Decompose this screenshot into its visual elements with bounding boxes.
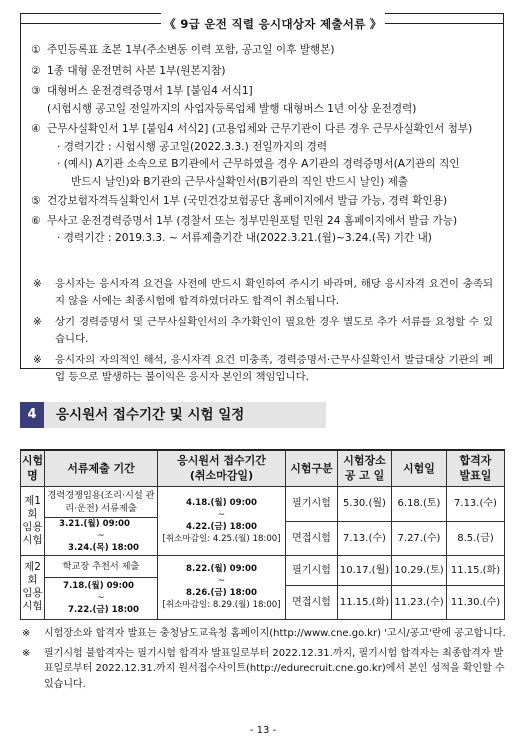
exam-date: 6.18.(토) (392, 486, 447, 521)
document-item (31, 83, 497, 101)
schedule-table (20, 449, 505, 620)
item-number: ① (31, 44, 41, 56)
document-item (31, 213, 497, 231)
item-detail: (시험시행 공고일 전일까지의 사업자등록업체 발행 대형버스 1년 이상 운전경력) (47, 102, 417, 115)
doc-end: 3.24.(목) 18:00 (68, 543, 139, 553)
item-number: ④ (31, 123, 41, 135)
note-mark: ※ (33, 278, 42, 290)
item-number: ② (31, 64, 41, 77)
item-detail: · (예시) A기관 소속으로 B기관에서 근무하였을 경우 A기관의 경력증명서(A기관의 직인 (57, 158, 460, 170)
note-text: 응시자의 자의적인 해석, 응시자격 요건 미충족, 경력증명서·근무사실확인서 발급대상 기관의 폐업 등으로 발생하는 불이익은 응시자 본인의 책임입니다. (55, 354, 493, 383)
apply-cancel-deadline: [취소마감일: 8.29.(월) 18:00] (162, 600, 281, 610)
item-detail: · 경력기간 : 시험시행 공고일(2022.3.3.) 전일까지의 경력 (57, 140, 328, 153)
note (33, 276, 493, 310)
note-text: 상기 경력증명서 및 근무사실확인서의 추가확인이 필요한 경우 별도로 추가 서류를 요청할 수 있습니다. (55, 316, 493, 345)
note-text: 응시자는 응시자격 요건을 사전에 반드시 확인하여 주시기 바라며, 해당 응시자격 요건이 충족되지 않을 시에는 최종시험에 합격하였더라도 합격이 취소됩니다. (55, 278, 493, 307)
item-number: ⑤ (31, 195, 41, 207)
title-divider-right (385, 23, 503, 24)
section-heading (20, 402, 504, 428)
header-place (338, 450, 392, 486)
exam-type: 면접시험 (286, 521, 338, 555)
place-announce-date: 11.15.(화) (338, 585, 392, 619)
section-title: 응시원서 접수기간 및 시험 일정 (44, 402, 326, 428)
documents-title: 《 9급 운전 직렬 응시대상자 제출서류 》 (161, 13, 385, 35)
header-result-line2: 발표일 (459, 469, 492, 483)
document-item (31, 121, 497, 139)
item-text: 건강보험자격득실확인서 1부 (국민건강보험공단 홈페이지에서 발급 가능, 경력 확인용) (47, 195, 448, 207)
documents-notes (33, 276, 493, 390)
footnote-mark: ※ (22, 628, 31, 639)
table-header-row (21, 450, 505, 486)
header-result-line1: 합격자 (459, 454, 492, 468)
doc-period (45, 517, 158, 555)
document-item (31, 42, 497, 60)
schedule-footnotes (22, 626, 506, 696)
footnote-mark: ※ (22, 647, 31, 659)
exam-type: 필기시험 (286, 486, 338, 521)
round-name: 제2회 임용 시험 (21, 555, 45, 619)
apply-end: 8.26.(금) 18:00 (186, 588, 257, 598)
title-divider-left (21, 23, 161, 24)
header-apply-line2: (취소마감일) (189, 469, 254, 483)
place-announce-date: 7.13.(수) (338, 521, 392, 555)
table-row (21, 486, 505, 517)
apply-cancel-deadline: [취소마감일: 4.25.(월) 18:00] (162, 533, 281, 544)
place-announce-date: 5.30.(월) (338, 486, 392, 521)
note-mark: ※ (33, 316, 42, 328)
document-item (31, 63, 497, 81)
item-detail: · 경력기간 : 2019.3.3. ~ 서류제출기간 내(2022.3.21.(월)~3.24.(목) 기간 내) (57, 232, 432, 244)
header-result (447, 450, 505, 486)
apply-start: 8.22.(월) 09:00 (186, 564, 257, 574)
apply-period (158, 486, 286, 555)
item-text: 무사고 운전경력증명서 1부 (경찰서 또는 정부민원포털 민원 24 홈페이지에서 발급 가능) (47, 214, 458, 227)
footnote-text: 시험장소와 합격자 발표는 충청남도교육청 홈페이지(http://www.cne.go.kr) '고시/공고'란에 공고합니다. (44, 628, 506, 639)
apply-tilde: ~ (217, 509, 226, 520)
doc-description: 경력경쟁임용(조리·시설 관리·운전) 서류제출 (45, 486, 158, 517)
exam-date: 11.23.(수) (392, 585, 447, 619)
apply-end: 4.22.(금) 18:00 (186, 521, 257, 532)
footnote (22, 646, 506, 693)
apply-tilde: ~ (217, 576, 226, 586)
result-date: 11.30.(수) (447, 585, 505, 619)
table-row (21, 555, 505, 577)
header-type: 시험구분 (286, 450, 338, 486)
doc-end: 7.22.(금) 18:00 (68, 605, 139, 615)
header-exam-date: 시험일 (392, 450, 447, 486)
apply-period (158, 555, 286, 619)
header-apply-line1: 응시원서 접수기간 (177, 454, 266, 468)
header-round: 시험명 (21, 450, 45, 486)
exam-date: 10.29.(토) (392, 555, 447, 585)
result-date: 11.15.(화) (447, 555, 505, 585)
doc-period (45, 577, 158, 619)
item-number: ③ (31, 85, 41, 97)
item-detail: 반드시 날인)와 B기관의 근무사실확인서(B기관의 직인 반드시 날인) 제출 (71, 175, 409, 188)
footnote-text: 필기시험 불합격자는 필기시험 합격자 발표일로부터 2022.12.31.까지, 필기시험 합격자는 최종합격자 발표일로부터 2022.12.31.까지 원서접수사이트(http://edurecruit.cne.go.kr)에서 본인 성적을 확인할 수 있습니다. (44, 647, 505, 690)
result-date: 7.13.(수) (447, 486, 505, 521)
documents-list (31, 42, 497, 248)
note (33, 352, 493, 386)
footnote (22, 626, 506, 642)
page-number: - 13 - (249, 725, 277, 736)
item-text: 근무사실확인서 1부 [붙임4 서식2] (고용업체와 근무기관이 다른 경우 근무사실확인서 첨부) (47, 123, 473, 135)
required-documents-box (20, 13, 504, 383)
result-date: 8.5.(금) (447, 521, 505, 555)
documents-title-row (21, 13, 503, 35)
note (33, 314, 493, 348)
header-docs: 서류제출 기간 (45, 450, 158, 486)
item-text: 대형버스 운전경력증명서 1부 [붙임4 서식1] (47, 85, 253, 97)
item-number: ⑥ (31, 214, 41, 227)
item-text: 1종 대형 운전면허 사본 1부(원본지참) (47, 64, 226, 77)
round-name: 제1회 임용 시험 (21, 486, 45, 555)
doc-start: 3.21.(월) 09:00 (59, 519, 130, 529)
document-item (31, 193, 497, 211)
header-place-line2: 공 고 일 (344, 469, 385, 483)
section-number: 4 (20, 402, 44, 428)
doc-tilde: ~ (97, 593, 105, 603)
header-apply (158, 450, 286, 486)
exam-type: 면접시험 (286, 585, 338, 619)
doc-tilde: ~ (97, 531, 105, 541)
doc-start: 7.18.(월) 09:00 (63, 581, 134, 591)
item-text: 주민등록표 초본 1부(주소변동 이력 포함, 공고일 이후 발행본) (47, 44, 335, 56)
place-announce-date: 10.17.(월) (338, 555, 392, 585)
doc-description: 학교장 추천서 제출 (45, 555, 158, 577)
exam-date: 7.27.(수) (392, 521, 447, 555)
header-place-line1: 시험장소 (343, 454, 386, 468)
note-mark: ※ (33, 354, 42, 366)
apply-start: 4.18.(월) 09:00 (186, 497, 257, 508)
exam-type: 필기시험 (286, 555, 338, 585)
